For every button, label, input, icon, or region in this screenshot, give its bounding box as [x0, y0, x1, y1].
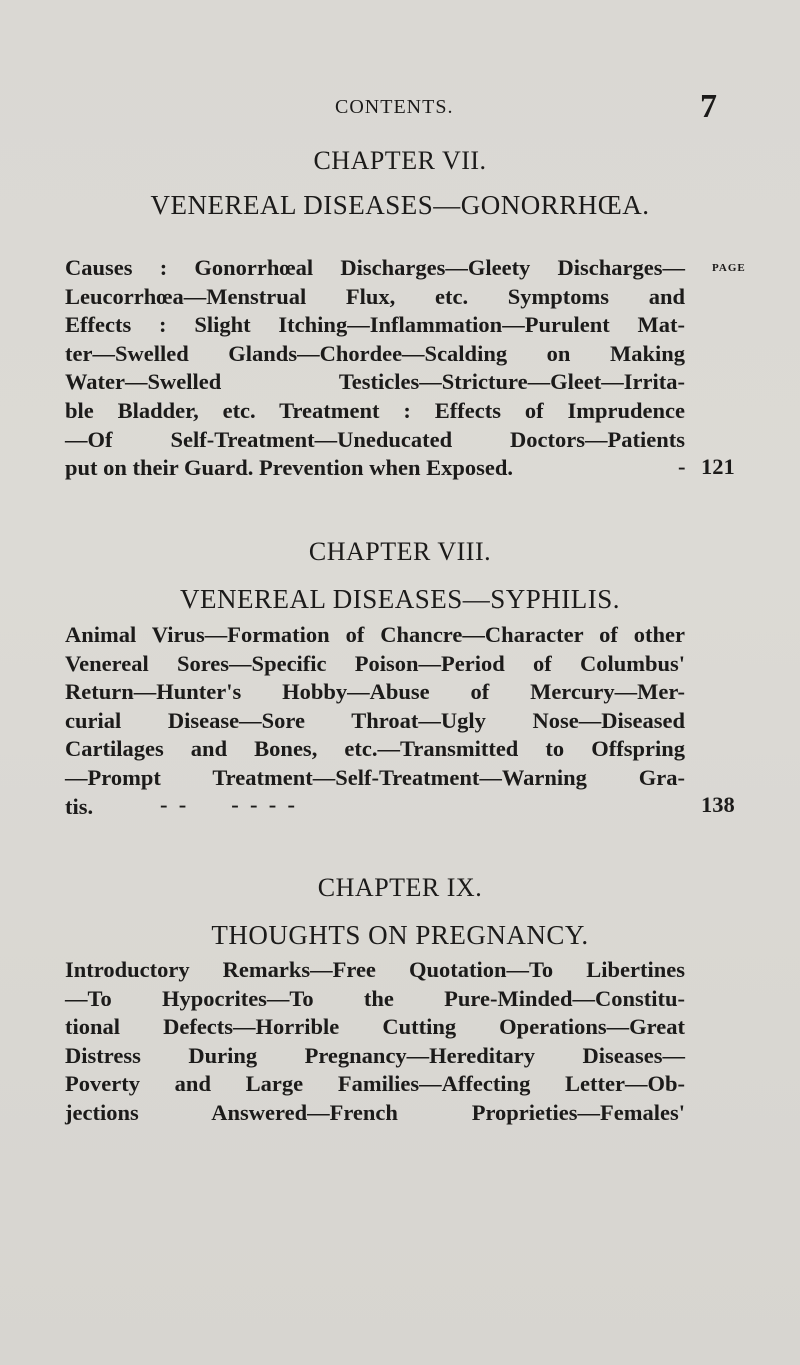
contents-line: —Prompt Treatment—Self-Treatment—Warning Gra-: [65, 764, 685, 790]
contents-line: Venereal Sores—Specific Poison—Period of Columbus': [65, 650, 685, 676]
chapter-8-title: VENEREAL DISEASES—SYPHILIS.: [179, 584, 620, 614]
contents-line: put on their Guard. Prevention when Exposed.: [65, 455, 513, 481]
contents-line: jections Answered—French Proprieties—Females': [65, 1099, 685, 1125]
contents-line: —Of Self-Treatment—Uneducated Doctors—Patients: [65, 426, 685, 452]
contents-line: curial Disease—Sore Throat—Ugly Nose—Diseased: [65, 707, 685, 733]
chapter-8-contents: [65, 621, 685, 821]
chapter-8-leader: - - - - - -: [160, 792, 295, 817]
chapter-7-page: 121: [701, 454, 735, 479]
contents-line: ble Bladder, etc. Treatment : Effects of Imprudence: [65, 397, 685, 423]
contents-line: tional Defects—Horrible Cutting Operations—Great: [65, 1014, 685, 1040]
page-column-label: PAGE: [712, 262, 746, 274]
running-head-title: CONTENTS.: [335, 96, 454, 118]
contents-line: Introductory Remarks—Free Quotation—To Libertines: [65, 957, 685, 982]
chapter-7-title: VENEREAL DISEASES—GONORRHŒA.: [150, 190, 650, 220]
contents-line: Causes : Gonorrhœal Discharges—Gleety Discharges—: [65, 255, 685, 280]
contents-line: Return—Hunter's Hobby—Abuse of Mercury—Mer-: [65, 679, 685, 705]
contents-line: Water—Swelled Testicles—Stricture—Gleet—Irrita-: [65, 369, 685, 395]
chapter-8-page: 138: [701, 792, 735, 817]
contents-line: —To Hypocrites—To the Pure-Minded—Constitu-: [65, 985, 685, 1011]
contents-line: Effects : Slight Itching—Inflammation—Purulent Mat-: [65, 312, 685, 338]
chapter-8-number: CHAPTER VIII.: [308, 537, 492, 566]
chapter-7-contents: [65, 254, 685, 483]
chapter-7-number: CHAPTER VII.: [313, 146, 487, 175]
running-head-page-number: 7: [700, 88, 717, 125]
contents-line: Animal Virus—Formation of Chancre—Character of other: [65, 622, 685, 647]
chapter-9-title: THOUGHTS ON PREGNANCY.: [211, 920, 589, 950]
contents-line: Cartilages and Bones, etc.—Transmitted to Offspring: [65, 736, 685, 762]
running-head: [0, 90, 800, 126]
chapter-9-contents: [65, 956, 685, 1128]
contents-line: Distress During Pregnancy—Hereditary Diseases—: [65, 1042, 685, 1068]
contents-line: Leucorrhœa—Menstrual Flux, etc. Symptoms and: [65, 283, 685, 309]
contents-line: tis.: [65, 793, 94, 819]
chapter-9-number: CHAPTER IX.: [317, 873, 483, 902]
contents-line: Poverty and Large Families—Affecting Letter—Ob-: [65, 1071, 685, 1097]
chapter-7-leader: -: [678, 454, 686, 479]
contents-line: ter—Swelled Glands—Chordee—Scalding on Making: [65, 340, 685, 366]
